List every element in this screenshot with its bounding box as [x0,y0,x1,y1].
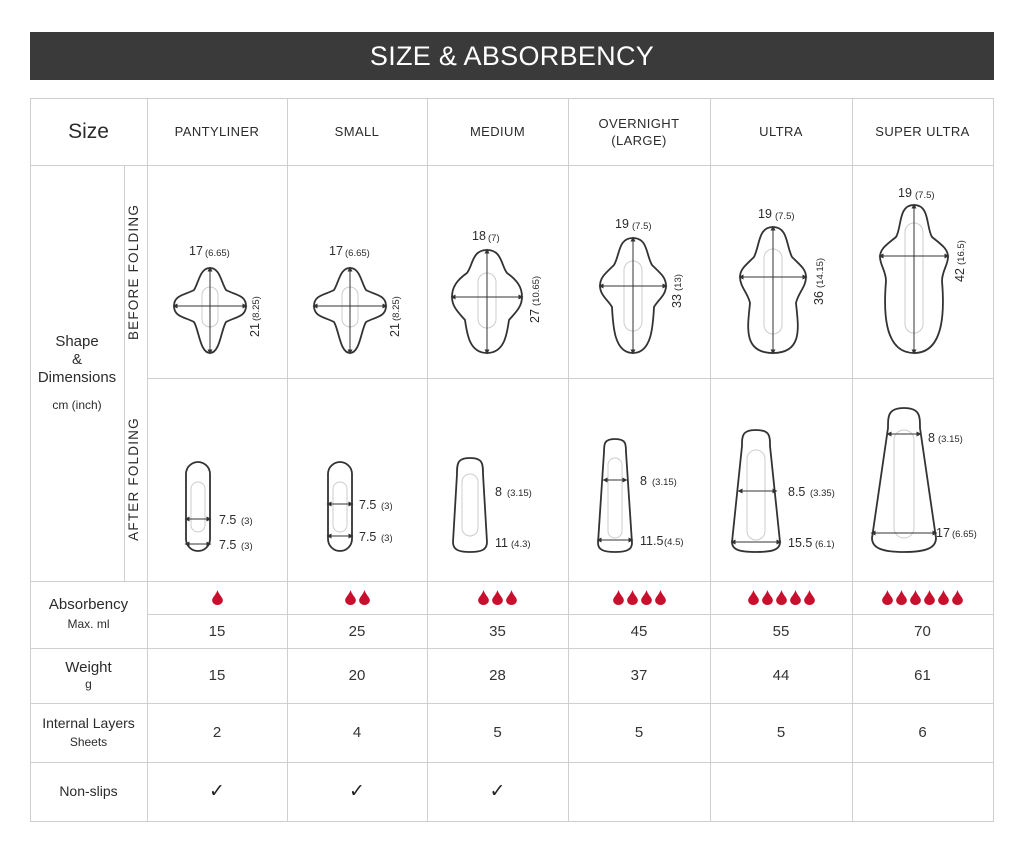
blood-drop-icon [804,590,815,605]
absorbency-label [30,581,147,648]
pad-core [191,482,205,532]
bottom-width-inch: (6.1) [815,539,835,550]
width-inch: (6.65) [345,248,370,259]
length-label [812,258,826,305]
layers-value: 5 [493,724,502,741]
width-inch: (6.65) [205,248,230,259]
width-value: 19 [615,217,629,231]
length-value: 36 [812,291,826,305]
top-width-inch: (3) [381,501,393,512]
dimensions-label: Dimensions [37,369,117,386]
small-before-diagram [287,165,427,378]
bottom-width-inch: (3) [381,533,393,544]
layers-label [30,703,147,762]
blood-drop-icon [359,590,370,605]
bottom-width-inch: (3) [241,541,253,552]
absorbency-drops [852,581,993,614]
weight-value: 15 [208,667,226,684]
column-header-overnight [568,98,710,165]
folded-pad-outline [328,462,352,551]
blood-drop-icon [762,590,773,605]
top-width-inch: (3.15) [652,477,677,488]
width-value: 17 [329,244,343,258]
weight-value: 28 [489,667,506,684]
ultra-after-diagram [710,378,852,581]
super-ultra-before-diagram [852,165,993,378]
pad-core [894,430,914,538]
absorbency-value: 15 [208,622,226,640]
layers-value: 6 [918,724,927,741]
medium-before-diagram [427,165,568,378]
blood-drop-icon [952,590,963,605]
bottom-width-inch: (6.65) [952,529,977,540]
absorbency-value: 55 [772,622,790,640]
pad-core [333,482,347,532]
length-value: 27 [528,309,542,323]
absorbency-drops [147,581,287,614]
layers-value: 2 [212,724,222,741]
blood-drop-icon [748,590,759,605]
bottom-width-value: 11 [495,536,508,550]
blood-drop-icon [506,590,517,605]
length-value: 33 [670,294,684,308]
blood-drop-icon [478,590,489,605]
check-icon: ✓ [349,781,365,802]
bottom-width-value: 17 [936,526,950,540]
absorbency-value: 70 [914,622,931,640]
top-width-value: 8 [928,431,935,445]
length-inch: (8.25) [391,296,402,321]
column-header-pantyliner [147,98,287,165]
layers-title: Internal Layers [42,714,135,731]
length-inch: (10.65) [531,275,542,306]
absorbency-drops [287,581,427,614]
ultra-before-diagram [710,165,852,378]
bottom-width-value: 7.5 [219,538,237,552]
length-value: 42 [953,268,967,282]
blood-drop-icon [613,590,624,605]
small-after-diagram [287,378,427,581]
page-title: SIZE & ABSORBENCY [30,32,994,80]
blood-drop-icon [641,590,652,605]
after-folding-label: AFTER FOLDING [126,417,141,541]
weight-unit: g [85,676,92,691]
weight-value: 20 [348,667,366,684]
blood-drop-icon [882,590,893,605]
blood-drop-icon [776,590,787,605]
layers-unit: Sheets [69,734,108,749]
width-inch: (7.5) [915,190,935,201]
column-header-small [287,98,427,165]
length-value: 21 [388,323,402,337]
blood-drop-icon [924,590,935,605]
ampersand-label: & [71,351,82,368]
blood-drop-icon [212,590,223,605]
top-width-inch: (3.35) [810,488,835,499]
bottom-width-inch: (4.3) [511,539,531,550]
medium-after-diagram [427,378,568,581]
bottom-width-inch: (4.5) [664,537,684,548]
unit-label: cm (inch) [52,398,102,412]
column-header-line: SMALL [334,124,380,139]
width-inch: (7) [488,233,500,244]
width-value: 17 [189,244,203,258]
overnight-before-diagram [568,165,710,378]
top-width-value: 7.5 [219,513,237,527]
width-value: 19 [758,207,772,221]
length-label [388,296,402,337]
bottom-width-value: 15.5 [788,536,813,550]
length-label [953,240,967,282]
col-divider [124,165,125,581]
nonslip-empty-cell [568,762,710,821]
column-header-line-2: (LARGE) [611,132,667,148]
length-inch: (8.25) [251,296,262,321]
blood-drop-icon [896,590,907,605]
column-header-line: ULTRA [759,124,803,139]
blood-drop-icon [492,590,503,605]
nonslip-empty-cell [852,762,993,821]
length-label [670,274,684,308]
pad-core [608,458,622,538]
absorbency-value: 35 [489,622,506,640]
column-header-medium [427,98,568,165]
overnight-after-diagram [568,378,710,581]
folded-pad-outline [186,462,210,551]
weight-title: Weight [65,658,112,676]
pantyliner-before-diagram [147,165,287,378]
shape-dimensions-label [30,165,124,581]
width-inch: (7.5) [632,221,652,232]
check-icon: ✓ [489,781,506,802]
weight-value: 37 [630,667,648,684]
width-value: 19 [898,186,912,200]
blood-drop-icon [910,590,921,605]
blood-drop-icon [938,590,949,605]
blood-drop-icon [345,590,356,605]
table-border-bottom [30,821,994,822]
column-header-super-ultra [852,98,993,165]
nonslip-empty-cell [710,762,852,821]
table-border-right [993,98,994,822]
nonslips-label: Non-slips [59,783,118,799]
super-ultra-after-diagram [852,378,993,581]
length-inch: (13) [673,274,684,291]
column-header-line: PANTYLINER [174,124,260,139]
width-inch: (7.5) [775,211,795,222]
folded-pad-outline [598,439,632,552]
shape-label: Shape [55,333,99,350]
before-folding-label: BEFORE FOLDING [126,203,141,341]
top-width-inch: (3.15) [507,488,532,499]
weight-value: 61 [914,667,931,684]
blood-drop-icon [627,590,638,605]
folded-pad-outline [453,458,487,552]
blood-drop-icon [655,590,666,605]
pad-core [747,450,765,540]
column-header-line: SUPER ULTRA [875,124,970,139]
size-header: Size [68,119,109,143]
absorbency-value: 45 [630,622,648,640]
length-value: 21 [248,323,262,337]
top-width-inch: (3.15) [938,434,963,445]
absorbency-unit: Max. ml [67,617,110,631]
layers-value: 4 [352,724,362,741]
width-value: 18 [472,229,486,243]
length-inch: (14.15) [815,257,826,288]
layers-value: 5 [776,724,786,741]
length-label [528,276,542,323]
top-width-inch: (3) [241,516,253,527]
length-label [248,296,262,337]
absorbency-drops [710,581,852,614]
pantyliner-after-diagram [147,378,287,581]
top-width-value: 8 [640,474,647,488]
top-width-value: 8 [495,485,502,499]
top-width-value: 7.5 [359,498,377,512]
check-icon: ✓ [209,781,225,802]
length-inch: (16.5) [956,240,967,265]
pad-core [462,474,478,536]
absorbency-value: 25 [348,622,366,640]
blood-drop-icon [790,590,801,605]
top-width-value: 8.5 [788,485,806,499]
absorbency-drops [427,581,568,614]
layers-value: 5 [634,724,644,741]
absorbency-title: Absorbency [48,596,129,613]
weight-label [30,648,147,703]
absorbency-drops [568,581,710,614]
bottom-width-value: 11.5 [640,534,664,548]
column-header-ultra [710,98,852,165]
weight-value: 44 [772,667,790,684]
bottom-width-value: 7.5 [359,530,377,544]
column-header-line: MEDIUM [469,124,526,139]
column-header-line: OVERNIGHT [598,115,680,131]
